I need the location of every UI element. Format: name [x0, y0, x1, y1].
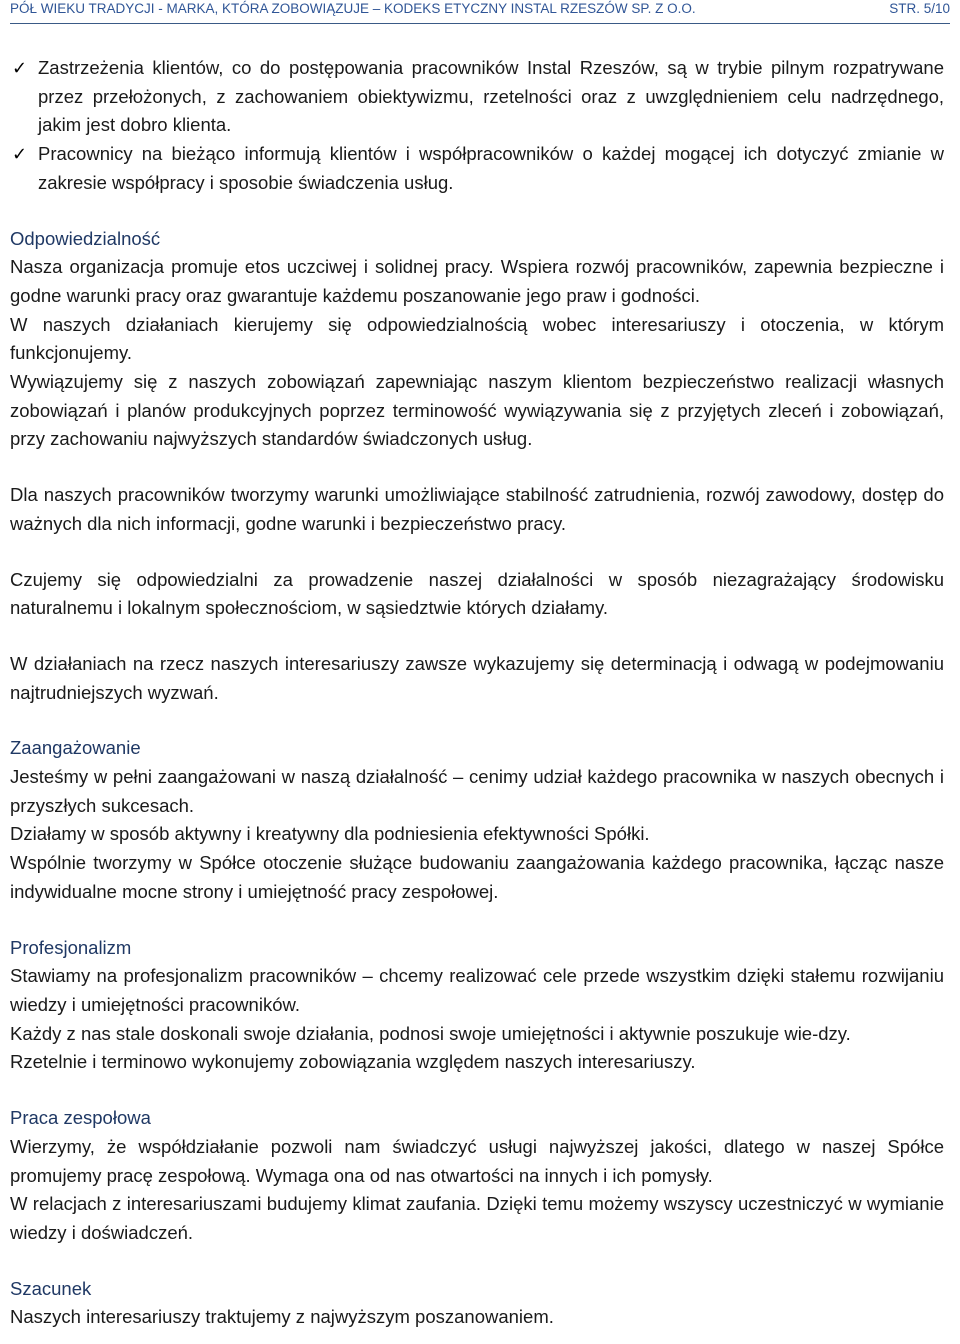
- section-heading-zaangazowanie: Zaangażowanie: [10, 737, 141, 759]
- bullet-text: Zastrzeżenia klientów, co do postępowania pracowników Instal Rzeszów, są w trybie pilnym rozpatrywane przez przełożonych, z zachowaniem obiektywizmu, rzetelności oraz z uwzględnieniem celu nadrzędnego, jakim jest dobro klienta.: [38, 57, 944, 136]
- page-number: STR. 5/10: [889, 1, 950, 16]
- bullet-item: [10, 140, 944, 197]
- section-heading-praca-zespolowa: Praca zespołowa: [10, 1107, 151, 1129]
- document-body: [10, 54, 944, 1332]
- paragraph: W relacjach z interesariuszami budujemy klimat zaufania. Dzięki temu możemy wszyscy uczestniczyć w wymianie wiedzy i doświadczeń.: [10, 1193, 944, 1243]
- checkmark-icon: ✓: [12, 58, 28, 78]
- page-header: [10, 0, 950, 24]
- header-title: PÓŁ WIEKU TRADYCJI - MARKA, KTÓRA ZOBOWIĄZUJE – KODEKS ETYCZNY INSTAL RZESZÓW SP. Z O.O.: [10, 1, 696, 16]
- bullet-item: [10, 54, 944, 140]
- section-heading-odpowiedzialnosc: Odpowiedzialność: [10, 227, 161, 249]
- section-heading-szacunek: Szacunek: [10, 1277, 92, 1299]
- paragraph: Czujemy się odpowiedzialni za prowadzenie naszej działalności w sposób niezagrażający środowisku naturalnemu i lokalnym społecznościom, w sąsiedztwie których działamy.: [10, 568, 944, 619]
- paragraph: Każdy z nas stale doskonali swoje działania, podnosi swoje umiejętności i aktywnie poszukuje wie-dzy.: [10, 1022, 851, 1044]
- paragraph: Działamy w sposób aktywny i kreatywny dla podniesienia efektywności Spółki.: [10, 823, 650, 845]
- paragraph: Wspólnie tworzymy w Spółce otoczenie służące budowaniu zaangażowania każdego pracownika, łącząc nasze indywidualne mocne strony i umiejętność pracy zespołowej.: [10, 852, 944, 902]
- paragraph: Stawiamy na profesjonalizm pracowników – chcemy realizować cele przede wszystkim dzięki stałemu rozwijaniu wiedzy i umiejętności pracowników.: [10, 965, 944, 1015]
- paragraph: Jesteśmy w pełni zaangażowani w naszą działalność – cenimy udział każdego pracownika w naszych obecnych i przyszłych sukcesach.: [10, 766, 944, 816]
- section-heading-profesjonalizm: Profesjonalizm: [10, 936, 132, 958]
- paragraph: Nasza organizacja promuje etos uczciwej i solidnej pracy. Wspiera rozwój pracowników, zapewnia bezpieczne i godne warunki pracy oraz gwarantuje każdemu poszanowanie jego praw i godności.: [10, 256, 944, 306]
- paragraph: W działaniach na rzecz naszych interesariuszy zawsze wykazujemy się determinacją i odwagą w podejmowaniu najtrudniejszych wyzwań.: [10, 652, 944, 703]
- paragraph: Wierzymy, że współdziałanie pozwoli nam świadczyć usługi najwyższej jakości, dlatego w naszej Spółce promujemy pracę zespołową. Wymaga ona od nas otwartości na innych i ich pomysły.: [10, 1135, 944, 1186]
- bullet-text: Pracownicy na bieżąco informują klientów i współpracowników o każdej mogącej ich dotyczyć zmianie w zakresie współpracy i sposobie świadczenia usług.: [38, 143, 944, 193]
- paragraph: Wywiązujemy się z naszych zobowiązań zapewniając naszym klientom bezpieczeństwo realizacji własnych zobowiązań i planów produkcyjnych poprzez terminowość wywiązywania się z przyjętych zleceń i zobowiązań, przy zachowaniu najwyższych standardów świadczonych usług.: [10, 371, 944, 450]
- paragraph: Dla naszych pracowników tworzymy warunki umożliwiające stabilność zatrudnienia, rozwój zawodowy, dostęp do ważnych dla nich informacji, godne warunki i bezpieczeństwo pracy.: [10, 484, 944, 534]
- paragraph: W naszych działaniach kierujemy się odpowiedzialnością wobec interesariuszy i otoczenia, w którym funkcjonujemy.: [10, 313, 944, 364]
- checkmark-icon: ✓: [12, 144, 28, 165]
- paragraph: Naszych interesariuszy traktujemy z najwyższym poszanowaniem.: [10, 1306, 554, 1328]
- paragraph: Rzetelnie i terminowo wykonujemy zobowiązania względem naszych interesariuszy.: [10, 1051, 696, 1073]
